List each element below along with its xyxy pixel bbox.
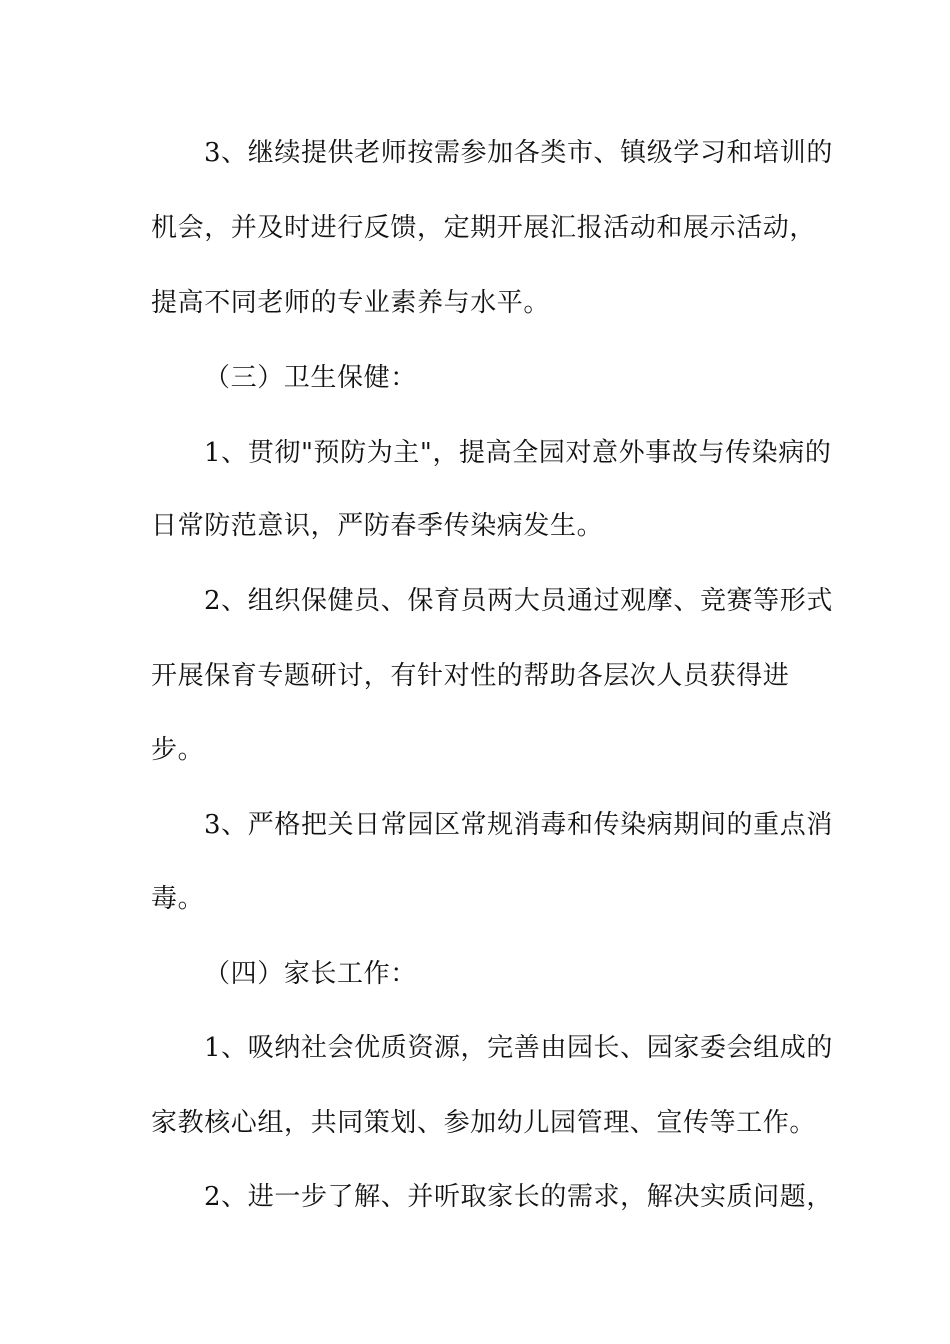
paragraph-line: 日常防范意识，严防春季传染病发生。: [151, 511, 604, 541]
paragraph-line: 3、继续提供老师按需参加各类市、镇级学习和培训的: [204, 138, 833, 168]
paragraph-line: 步。: [151, 735, 205, 765]
paragraph-line: 1、贯彻"预防为主"，提高全园对意外事故与传染病的: [204, 438, 832, 468]
paragraph-line: 2、组织保健员、保育员两大员通过观摩、竞赛等形式: [204, 586, 833, 616]
paragraph-line: 机会，并及时进行反馈，定期开展汇报活动和展示活动，: [151, 213, 817, 243]
paragraph-line: 1、吸纳社会优质资源，完善由园长、园家委会组成的: [204, 1033, 833, 1063]
paragraph-line: 开展保育专题研讨，有针对性的帮助各层次人员获得进: [151, 661, 790, 691]
paragraph-line: 毒。: [151, 884, 205, 914]
paragraph-line: 提高不同老师的专业素养与水平。: [151, 288, 551, 318]
section-heading: （三）卫生保健：: [204, 363, 417, 393]
paragraph-line: 2、进一步了解、并听取家长的需求，解决实质问题，: [204, 1182, 833, 1212]
paragraph-line: 家教核心组，共同策划、参加幼儿园管理、宣传等工作。: [151, 1108, 817, 1138]
section-heading: （四）家长工作：: [204, 959, 417, 989]
paragraph-line: 3、严格把关日常园区常规消毒和传染病期间的重点消: [204, 810, 833, 840]
